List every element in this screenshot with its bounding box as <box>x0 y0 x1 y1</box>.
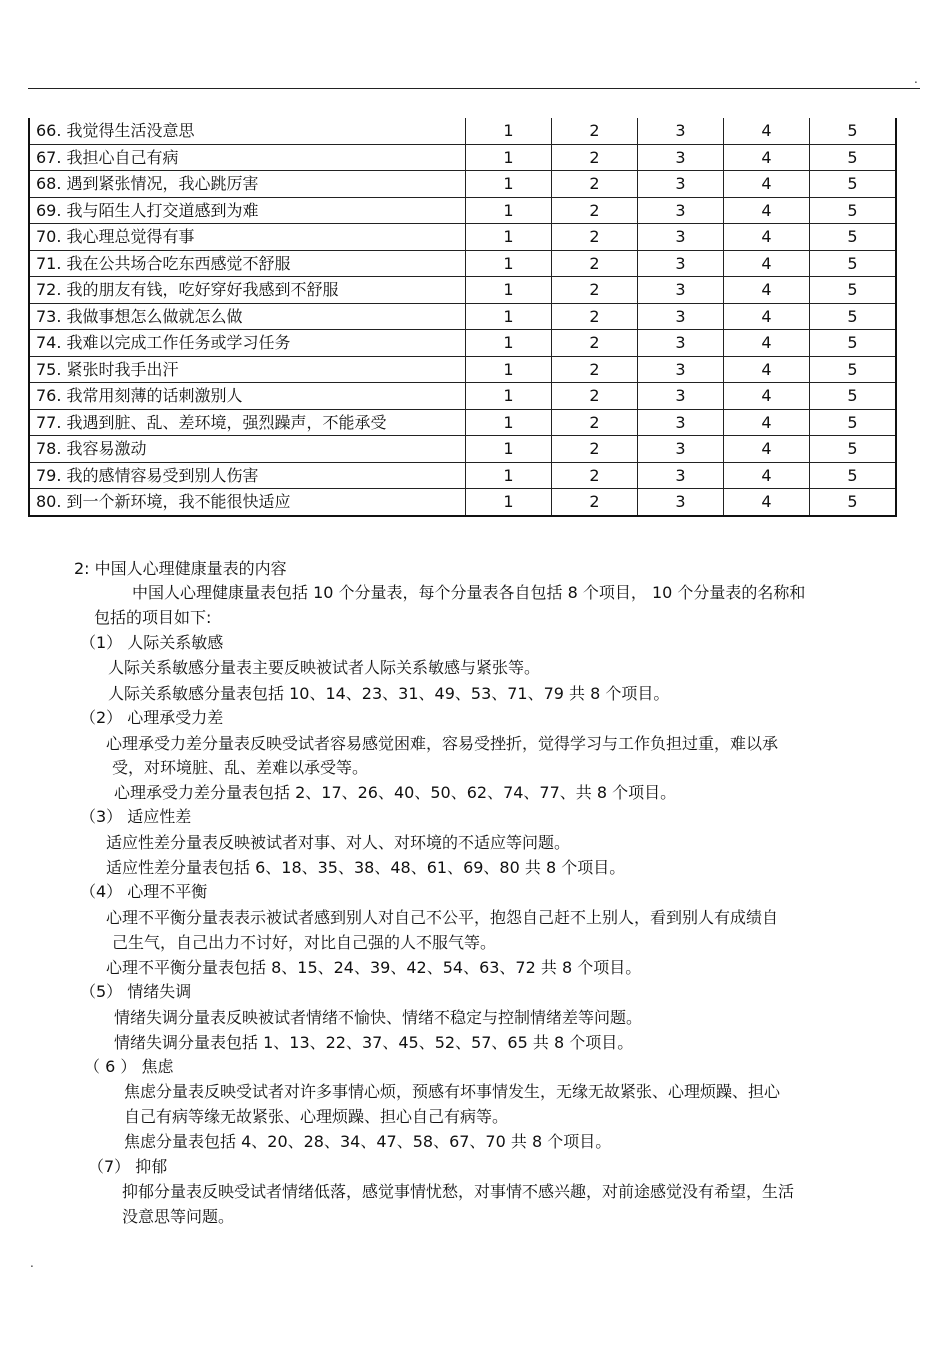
subscale-2-items: 心理承受力差分量表包括 2、17、26、40、50、62、74、77、共 8 个项目。 <box>114 783 677 802</box>
question-text: 79. 我的感情容易受到别人伤害 <box>29 462 466 489</box>
score-option-3: 3 <box>638 197 724 224</box>
score-option-1: 1 <box>466 383 552 410</box>
score-option-4: 4 <box>724 330 810 357</box>
score-option-1: 1 <box>466 436 552 463</box>
score-option-2: 2 <box>552 250 638 277</box>
subscale-4-desc-line2: 己生气，自己出力不讨好，对比自己强的人不服气等。 <box>112 933 497 952</box>
score-option-4: 4 <box>724 356 810 383</box>
score-option-4: 4 <box>724 303 810 330</box>
score-option-3: 3 <box>638 330 724 357</box>
table-row <box>29 197 896 224</box>
subscale-6-title: （ 6 ） 焦虑 <box>84 1057 174 1076</box>
question-text: 76. 我常用刻薄的话刺激别人 <box>29 383 466 410</box>
score-option-5: 5 <box>810 197 897 224</box>
table-row <box>29 356 896 383</box>
score-option-2: 2 <box>552 409 638 436</box>
question-text: 72. 我的朋友有钱，吃好穿好我感到不舒服 <box>29 277 466 304</box>
score-option-1: 1 <box>466 144 552 171</box>
section-heading: 2: 中国人心理健康量表的内容 <box>74 559 287 578</box>
subscale-6-desc-line2: 自己有病等缘无故紧张、心理烦躁、担心自己有病等。 <box>124 1107 509 1126</box>
subscale-5-title: （5） 情绪失调 <box>80 982 192 1001</box>
table-row <box>29 462 896 489</box>
subscale-1-desc: 人际关系敏感分量表主要反映被试者人际关系敏感与紧张等。 <box>108 658 541 677</box>
subscale-4-items: 心理不平衡分量表包括 8、15、24、39、42、54、63、72 共 8 个项目。 <box>106 958 642 977</box>
score-option-5: 5 <box>810 436 897 463</box>
score-option-5: 5 <box>810 489 897 516</box>
score-option-5: 5 <box>810 409 897 436</box>
score-option-1: 1 <box>466 330 552 357</box>
score-option-3: 3 <box>638 409 724 436</box>
table-row <box>29 489 896 516</box>
score-option-4: 4 <box>724 409 810 436</box>
score-option-3: 3 <box>638 436 724 463</box>
score-option-4: 4 <box>724 277 810 304</box>
subscale-3-items: 适应性差分量表包括 6、18、35、38、48、61、69、80 共 8 个项目。 <box>106 858 626 877</box>
score-option-2: 2 <box>552 436 638 463</box>
question-text: 67. 我担心自己有病 <box>29 144 466 171</box>
score-option-3: 3 <box>638 356 724 383</box>
score-option-2: 2 <box>552 330 638 357</box>
score-option-4: 4 <box>724 171 810 198</box>
table-row <box>29 436 896 463</box>
score-option-4: 4 <box>724 118 810 144</box>
question-text: 70. 我心理总觉得有事 <box>29 224 466 251</box>
score-option-5: 5 <box>810 224 897 251</box>
subscale-3-title: （3） 适应性差 <box>80 807 192 826</box>
score-option-2: 2 <box>552 171 638 198</box>
score-option-3: 3 <box>638 118 724 144</box>
table-row <box>29 277 896 304</box>
table-row <box>29 250 896 277</box>
score-option-5: 5 <box>810 171 897 198</box>
score-option-3: 3 <box>638 144 724 171</box>
score-option-4: 4 <box>724 383 810 410</box>
question-text: 78. 我容易激动 <box>29 436 466 463</box>
score-option-4: 4 <box>724 436 810 463</box>
table-row <box>29 383 896 410</box>
question-text: 69. 我与陌生人打交道感到为难 <box>29 197 466 224</box>
subscale-2-desc-line1: 心理承受力差分量表反映受试者容易感觉困难，容易受挫折，觉得学习与工作负担过重，难以承 <box>106 734 779 753</box>
table-row <box>29 224 896 251</box>
subscale-5-items: 情绪失调分量表包括 1、13、22、37、45、52、57、65 共 8 个项目。 <box>114 1033 634 1052</box>
question-text: 80. 到一个新环境，我不能很快适应 <box>29 489 466 516</box>
questionnaire-table <box>28 118 897 517</box>
header-rule <box>28 88 920 89</box>
score-option-2: 2 <box>552 197 638 224</box>
score-option-2: 2 <box>552 489 638 516</box>
score-option-1: 1 <box>466 250 552 277</box>
subscale-1-items: 人际关系敏感分量表包括 10、14、23、31、49、53、71、79 共 8 个项目。 <box>108 684 670 703</box>
corner-mark-bottom: . <box>30 1256 34 1270</box>
subscale-6-desc-line1: 焦虑分量表反映受试者对许多事情心烦，预感有坏事情发生，无缘无故紧张、心理烦躁、担心 <box>124 1082 781 1101</box>
table-row <box>29 118 896 144</box>
subscale-7-desc-line2: 没意思等问题。 <box>122 1207 235 1226</box>
subscale-7-title: （7） 抑郁 <box>88 1157 168 1176</box>
score-option-3: 3 <box>638 171 724 198</box>
score-option-5: 5 <box>810 250 897 277</box>
score-option-5: 5 <box>810 303 897 330</box>
score-option-4: 4 <box>724 489 810 516</box>
score-option-3: 3 <box>638 224 724 251</box>
score-option-1: 1 <box>466 171 552 198</box>
score-option-5: 5 <box>810 144 897 171</box>
question-text: 68. 遇到紧张情况，我心跳厉害 <box>29 171 466 198</box>
table-row <box>29 330 896 357</box>
question-text: 73. 我做事想怎么做就怎么做 <box>29 303 466 330</box>
subscale-1-title: （1） 人际关系敏感 <box>80 633 224 652</box>
score-option-2: 2 <box>552 303 638 330</box>
score-option-1: 1 <box>466 224 552 251</box>
subscale-4-desc-line1: 心理不平衡分量表表示被试者感到别人对自己不公平，抱怨自己赶不上别人，看到别人有成绩自 <box>106 908 779 927</box>
subscale-4-title: （4） 心理不平衡 <box>80 882 208 901</box>
score-option-2: 2 <box>552 224 638 251</box>
score-option-1: 1 <box>466 489 552 516</box>
subscale-3-desc: 适应性差分量表反映被试者对事、对人、对环境的不适应等问题。 <box>106 833 571 852</box>
score-option-1: 1 <box>466 409 552 436</box>
corner-mark-top: . <box>914 72 918 86</box>
subscale-5-desc: 情绪失调分量表反映被试者情绪不愉快、情绪不稳定与控制情绪差等问题。 <box>114 1008 643 1027</box>
table-row <box>29 409 896 436</box>
score-option-1: 1 <box>466 277 552 304</box>
section-intro-line2: 包括的项目如下: <box>94 608 212 627</box>
score-option-5: 5 <box>810 383 897 410</box>
question-text: 77. 我遇到脏、乱、差环境，强烈躁声，不能承受 <box>29 409 466 436</box>
score-option-3: 3 <box>638 277 724 304</box>
score-option-1: 1 <box>466 197 552 224</box>
score-option-5: 5 <box>810 277 897 304</box>
score-option-2: 2 <box>552 277 638 304</box>
score-option-3: 3 <box>638 462 724 489</box>
score-option-5: 5 <box>810 462 897 489</box>
question-text: 74. 我难以完成工作任务或学习任务 <box>29 330 466 357</box>
question-text: 75. 紧张时我手出汗 <box>29 356 466 383</box>
score-option-1: 1 <box>466 462 552 489</box>
score-option-4: 4 <box>724 224 810 251</box>
score-option-2: 2 <box>552 144 638 171</box>
score-option-3: 3 <box>638 303 724 330</box>
table-row <box>29 171 896 198</box>
score-option-5: 5 <box>810 356 897 383</box>
subscale-6-items: 焦虑分量表包括 4、20、28、34、47、58、67、70 共 8 个项目。 <box>124 1132 612 1151</box>
score-option-4: 4 <box>724 250 810 277</box>
score-option-4: 4 <box>724 144 810 171</box>
score-option-2: 2 <box>552 462 638 489</box>
score-option-5: 5 <box>810 118 897 144</box>
score-option-3: 3 <box>638 250 724 277</box>
score-option-2: 2 <box>552 383 638 410</box>
score-option-2: 2 <box>552 118 638 144</box>
score-option-3: 3 <box>638 489 724 516</box>
score-option-4: 4 <box>724 462 810 489</box>
score-option-2: 2 <box>552 356 638 383</box>
subscale-7-desc-line1: 抑郁分量表反映受试者情绪低落，感觉事情忧愁，对事情不感兴趣，对前途感觉没有希望，生活 <box>122 1182 795 1201</box>
subscale-2-desc-line2: 受，对环境脏、乱、差难以承受等。 <box>112 758 369 777</box>
score-option-1: 1 <box>466 356 552 383</box>
question-text: 66. 我觉得生活没意思 <box>29 118 466 144</box>
section-intro-line1: 中国人心理健康量表包括 10 个分量表，每个分量表各自包括 8 个项目， 10 个分量表的名称和 <box>132 583 806 602</box>
table-row <box>29 303 896 330</box>
question-text: 71. 我在公共场合吃东西感觉不舒服 <box>29 250 466 277</box>
score-option-4: 4 <box>724 197 810 224</box>
score-option-3: 3 <box>638 383 724 410</box>
score-option-1: 1 <box>466 118 552 144</box>
table-row <box>29 144 896 171</box>
score-option-1: 1 <box>466 303 552 330</box>
subscale-2-title: （2） 心理承受力差 <box>80 708 224 727</box>
score-option-5: 5 <box>810 330 897 357</box>
